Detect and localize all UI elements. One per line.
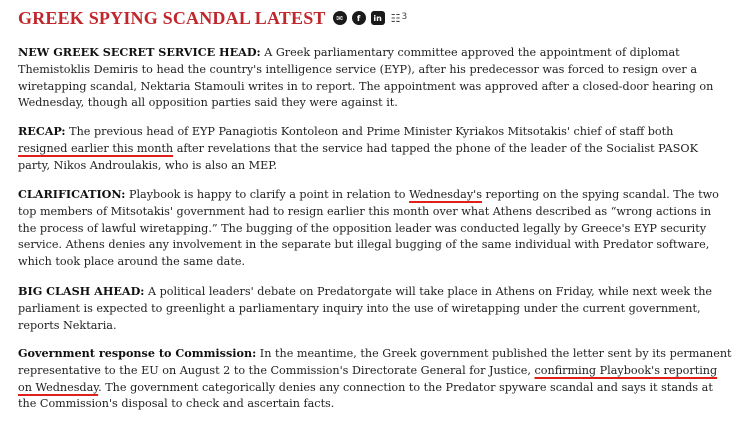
paragraph-heading: BIG CLASH AHEAD:	[18, 284, 145, 298]
paragraph-heading: NEW GREEK SECRET SERVICE HEAD:	[18, 45, 261, 59]
paragraph-text: after revelations that the service had tapped the phone of the leader of the Socialist PASOK	[173, 141, 698, 155]
paragraph-clarification	[18, 186, 719, 271]
paragraph-heading: RECAP:	[18, 124, 66, 138]
paragraph-new-secret-service-head	[18, 44, 714, 112]
paragraph-text: the process of lawful wiretapping.” The bugging of the opposition leader was conducted legally by Greece's EYP security	[18, 221, 707, 235]
facebook-share-icon[interactable]: f	[352, 11, 366, 25]
paragraph-recap	[18, 123, 698, 174]
paragraph-text: representative to the EU on August 2 to the Commission's Directorate General for Justice,	[18, 363, 535, 377]
paragraph-text: top members of Mitsotakis' government had to resign earlier this month over what Athens described as “wrong actions in	[18, 204, 712, 218]
paragraph-text: The previous head of EYP Panagiotis Kontoleon and Prime Minister Kyriakos Mitsotakis' chief of staff both	[65, 125, 674, 138]
paragraph-text: A political leaders' debate on Predatorgate will take place in Athens on Friday, while next week the	[144, 285, 713, 298]
paragraph-text: . The government categorically denies any connection to the Predator spyware scandal and says it stands at	[98, 380, 713, 394]
paragraph-text: reporting on the spying scandal. The two	[481, 188, 719, 201]
paragraph-text: Wednesday, though all opposition parties said they were against it.	[18, 96, 398, 110]
paragraph-text: In the meantime, the Greek government published the letter sent by its permanent	[256, 347, 732, 360]
paragraph-text: reports Nektaria.	[18, 318, 117, 332]
paragraph-text: which took place around the same date.	[18, 255, 246, 269]
highlighted-phrase: on Wednesday	[18, 380, 99, 394]
paragraph-text: service. Athens denies any involvement in the separate but illegal bugging of the same individual with Predator software,	[18, 238, 710, 252]
paragraph-big-clash-ahead	[18, 283, 713, 334]
email-share-icon[interactable]: ✉	[333, 11, 347, 25]
paragraph-text: Themistoklis Demiris to head the country's intelligence service (EYP), after his predecessor was forced to resign over a	[18, 62, 697, 76]
comments-button[interactable]	[391, 12, 408, 25]
comments-count: 3	[401, 11, 408, 22]
paragraph-text: the Commission's disposal to check and ascertain facts.	[18, 397, 335, 411]
paragraph-heading: Government response to Commission:	[18, 346, 257, 360]
highlighted-phrase: Wednesday's	[409, 188, 482, 201]
paragraph-text: wiretapping scandal, Nektaria Stamouli writes in to report. The appointment was approved after a closed-door hearing on	[18, 79, 714, 93]
paragraph-text: A Greek parliamentary committee approved the appointment of diplomat	[260, 46, 680, 59]
paragraph-government-response	[18, 345, 732, 413]
linkedin-share-icon[interactable]: in	[371, 11, 385, 25]
highlighted-phrase: confirming Playbook's reporting	[534, 363, 718, 377]
section-title: GREEK SPYING SCANDAL LATEST	[18, 7, 326, 28]
comments-icon: ☷	[390, 11, 401, 25]
paragraph-text: party, Nikos Androulakis, who is also an MEP.	[18, 158, 278, 172]
highlighted-phrase: resigned earlier this month	[18, 141, 174, 155]
share-bar	[333, 11, 408, 25]
paragraph-heading: CLARIFICATION:	[18, 187, 126, 201]
article-header	[18, 7, 407, 29]
paragraph-text: Playbook is happy to clarify a point in relation to	[125, 188, 410, 201]
paragraph-text: parliament is expected to greenlight a parliamentary inquiry into the use of wiretapping under the current government,	[18, 301, 701, 315]
